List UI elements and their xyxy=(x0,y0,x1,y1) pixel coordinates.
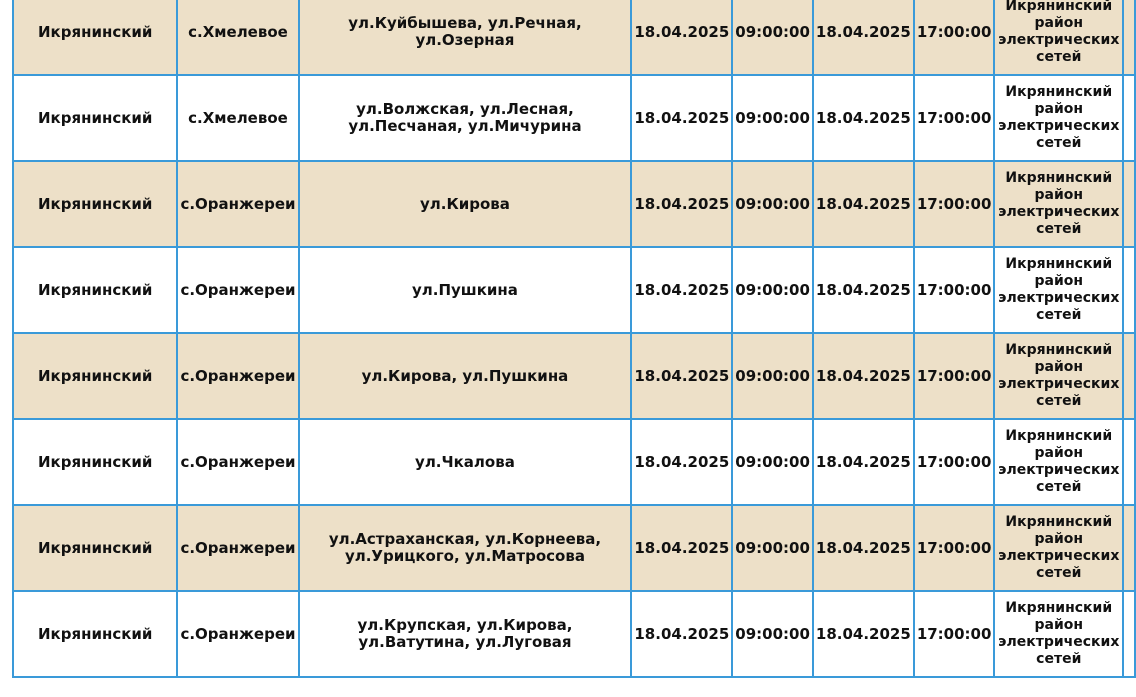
start-time-cell: 09:00:00 xyxy=(732,75,813,161)
streets-cell: ул.Чкалова xyxy=(299,419,632,505)
streets-cell: ул.Кирова xyxy=(299,161,632,247)
settlement-cell: с.Хмелевое xyxy=(177,0,298,75)
organization-cell: Икрянинский район электрических сетей xyxy=(994,591,1123,677)
settlement-cell: с.Оранжереи xyxy=(177,247,298,333)
end-date-cell: 18.04.2025 xyxy=(813,505,914,591)
start-date-cell: 18.04.2025 xyxy=(631,505,732,591)
start-time-cell: 09:00:00 xyxy=(732,419,813,505)
truncated-column-cell xyxy=(1123,75,1135,161)
streets-cell: ул.Крупская, ул.Кирова, ул.Ватутина, ул.Луговая xyxy=(299,591,632,677)
settlement-cell: с.Оранжереи xyxy=(177,333,298,419)
end-date-cell: 18.04.2025 xyxy=(813,247,914,333)
table-row xyxy=(13,247,1135,333)
end-time-cell: 17:00:00 xyxy=(914,419,995,505)
start-date-cell: 18.04.2025 xyxy=(631,419,732,505)
district-cell: Икрянинский xyxy=(13,419,177,505)
district-cell: Икрянинский xyxy=(13,75,177,161)
end-date-cell: 18.04.2025 xyxy=(813,75,914,161)
end-time-cell: 17:00:00 xyxy=(914,161,995,247)
streets-cell: ул.Волжская, ул.Лесная, ул.Песчаная, ул.Мичурина xyxy=(299,75,632,161)
table-row xyxy=(13,505,1135,591)
table-row xyxy=(13,0,1135,75)
end-time-cell: 17:00:00 xyxy=(914,591,995,677)
table-row xyxy=(13,333,1135,419)
district-cell: Икрянинский xyxy=(13,247,177,333)
settlement-cell: с.Оранжереи xyxy=(177,505,298,591)
district-cell: Икрянинский xyxy=(13,0,177,75)
start-time-cell: 09:00:00 xyxy=(732,333,813,419)
end-date-cell: 18.04.2025 xyxy=(813,591,914,677)
settlement-cell: с.Хмелевое xyxy=(177,75,298,161)
outage-table xyxy=(12,0,1136,678)
table-row xyxy=(13,591,1135,677)
end-time-cell: 17:00:00 xyxy=(914,333,995,419)
streets-cell: ул.Астраханская, ул.Корнеева, ул.Урицкого, ул.Матросова xyxy=(299,505,632,591)
district-cell: Икрянинский xyxy=(13,591,177,677)
end-time-cell: 17:00:00 xyxy=(914,0,995,75)
organization-cell: Икрянинский район электрических сетей xyxy=(994,247,1123,333)
start-time-cell: 09:00:00 xyxy=(732,161,813,247)
truncated-column-cell xyxy=(1123,161,1135,247)
end-date-cell: 18.04.2025 xyxy=(813,333,914,419)
start-date-cell: 18.04.2025 xyxy=(631,333,732,419)
district-cell: Икрянинский xyxy=(13,333,177,419)
streets-cell: ул.Куйбышева, ул.Речная, ул.Озерная xyxy=(299,0,632,75)
streets-cell: ул.Пушкина xyxy=(299,247,632,333)
table-row xyxy=(13,75,1135,161)
organization-cell: Икрянинский район электрических сетей xyxy=(994,505,1123,591)
end-time-cell: 17:00:00 xyxy=(914,75,995,161)
outage-table-container xyxy=(12,0,1136,678)
organization-cell: Икрянинский район электрических сетей xyxy=(994,419,1123,505)
start-date-cell: 18.04.2025 xyxy=(631,161,732,247)
truncated-column-cell xyxy=(1123,591,1135,677)
settlement-cell: с.Оранжереи xyxy=(177,419,298,505)
district-cell: Икрянинский xyxy=(13,161,177,247)
start-time-cell: 09:00:00 xyxy=(732,591,813,677)
truncated-column-cell xyxy=(1123,333,1135,419)
start-date-cell: 18.04.2025 xyxy=(631,591,732,677)
organization-cell: Икрянинский район электрических сетей xyxy=(994,0,1123,75)
truncated-column-cell xyxy=(1123,419,1135,505)
start-time-cell: 09:00:00 xyxy=(732,0,813,75)
organization-cell: Икрянинский район электрических сетей xyxy=(994,75,1123,161)
organization-cell: Икрянинский район электрических сетей xyxy=(994,333,1123,419)
end-time-cell: 17:00:00 xyxy=(914,247,995,333)
start-date-cell: 18.04.2025 xyxy=(631,247,732,333)
table-row xyxy=(13,419,1135,505)
start-time-cell: 09:00:00 xyxy=(732,247,813,333)
start-time-cell: 09:00:00 xyxy=(732,505,813,591)
end-time-cell: 17:00:00 xyxy=(914,505,995,591)
organization-cell: Икрянинский район электрических сетей xyxy=(994,161,1123,247)
table-row xyxy=(13,161,1135,247)
truncated-column-cell xyxy=(1123,505,1135,591)
streets-cell: ул.Кирова, ул.Пушкина xyxy=(299,333,632,419)
end-date-cell: 18.04.2025 xyxy=(813,419,914,505)
district-cell: Икрянинский xyxy=(13,505,177,591)
end-date-cell: 18.04.2025 xyxy=(813,161,914,247)
settlement-cell: с.Оранжереи xyxy=(177,161,298,247)
start-date-cell: 18.04.2025 xyxy=(631,0,732,75)
start-date-cell: 18.04.2025 xyxy=(631,75,732,161)
end-date-cell: 18.04.2025 xyxy=(813,0,914,75)
truncated-column-cell xyxy=(1123,0,1135,75)
settlement-cell: с.Оранжереи xyxy=(177,591,298,677)
truncated-column-cell xyxy=(1123,247,1135,333)
